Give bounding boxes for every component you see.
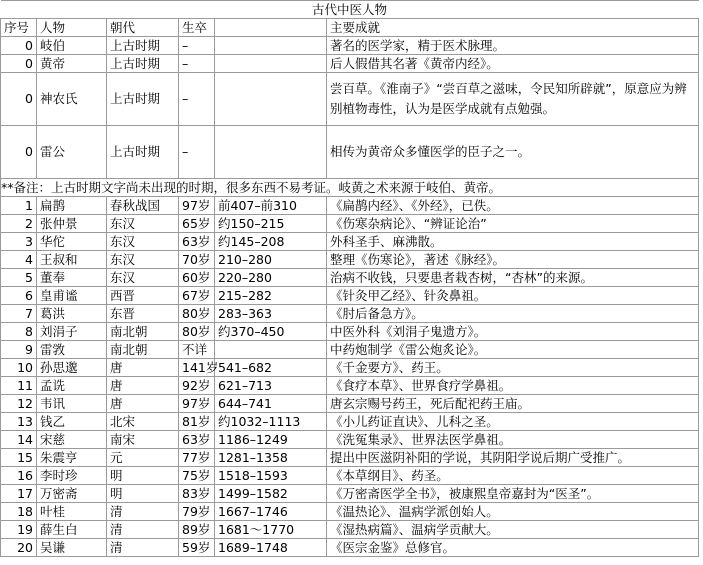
cell-achievement[interactable]: 《洗冤集录》、世界法医学鼻祖。	[327, 431, 699, 449]
cell-span[interactable]: 1186–1249	[215, 431, 327, 449]
cell-span[interactable]: 283–363	[215, 305, 327, 323]
cell-age[interactable]: 89岁	[179, 521, 215, 539]
cell-name[interactable]: 雷敩	[37, 341, 107, 359]
cell-span[interactable]: 621–713	[215, 377, 327, 395]
cell-dynasty[interactable]: 明	[107, 485, 179, 503]
cell-dynasty[interactable]: 北宋	[107, 413, 179, 431]
cell-no[interactable]: 13	[1, 413, 37, 431]
cell-name[interactable]: 孟诜	[37, 377, 107, 395]
cell-dynasty[interactable]: 清	[107, 503, 179, 521]
cell-age[interactable]: 80岁	[179, 305, 215, 323]
cell-dynasty[interactable]: 上古时期	[107, 126, 179, 179]
cell-age[interactable]: –	[179, 55, 215, 73]
cell-dynasty[interactable]: 唐	[107, 395, 179, 413]
table-row	[1, 395, 699, 413]
cell-no[interactable]: 1	[1, 197, 37, 215]
cell-age[interactable]: –	[179, 73, 215, 126]
table-row	[1, 413, 699, 431]
header-cell[interactable]: 人物	[37, 19, 107, 37]
cell-span[interactable]	[215, 341, 327, 359]
cell-age[interactable]: 97岁	[179, 197, 215, 215]
table-row	[1, 305, 699, 323]
note-cell[interactable]: **备注：上古时期文字尚未出现的时期，很多东西不易考证。岐黄之术来源于岐伯、黄帝。	[1, 179, 699, 197]
cell-no[interactable]: 15	[1, 449, 37, 467]
cell-dynasty[interactable]: 南宋	[107, 431, 179, 449]
cell-achievement[interactable]: 《伤寒杂病论》、“辨证论治”	[327, 215, 699, 233]
cell-span[interactable]: 541–682	[215, 359, 327, 377]
cell-achievement[interactable]: 整理《伤寒论》，著述《脉经》。	[327, 251, 699, 269]
header-cell[interactable]: 生卒	[179, 19, 215, 37]
cell-no[interactable]: 17	[1, 485, 37, 503]
cell-no[interactable]: 6	[1, 287, 37, 305]
table-row	[1, 126, 699, 179]
cell-no[interactable]: 2	[1, 215, 37, 233]
cell-achievement[interactable]: 外科圣手、麻沸散。	[327, 233, 699, 251]
cell-span[interactable]: 1281–1358	[215, 449, 327, 467]
cell-achievement[interactable]: 中药炮制学《雷公炮炙论》。	[327, 341, 699, 359]
table-row	[1, 55, 699, 73]
cell-span[interactable]	[215, 73, 327, 126]
note-row	[1, 179, 699, 197]
cell-no[interactable]: 10	[1, 359, 37, 377]
cell-age[interactable]: 141岁	[179, 359, 215, 377]
table-row	[1, 269, 699, 287]
cell-name[interactable]: 华佗	[37, 233, 107, 251]
cell-no[interactable]: 14	[1, 431, 37, 449]
cell-age[interactable]: –	[179, 37, 215, 55]
cell-span[interactable]: 1681～1770	[215, 521, 327, 539]
cell-age[interactable]: 83岁	[179, 485, 215, 503]
cell-span[interactable]: 210–280	[215, 251, 327, 269]
cell-dynasty[interactable]: 东晋	[107, 305, 179, 323]
cell-achievement[interactable]: 著名的医学家，精于医术脉理。	[327, 37, 699, 55]
cell-age[interactable]: 63岁	[179, 431, 215, 449]
table-row	[1, 323, 699, 341]
cell-span[interactable]	[215, 126, 327, 179]
cell-no[interactable]: 7	[1, 305, 37, 323]
cell-age[interactable]: 81岁	[179, 413, 215, 431]
cell-dynasty[interactable]: 东汉	[107, 251, 179, 269]
cell-age[interactable]: –	[179, 126, 215, 179]
cell-name[interactable]: 叶桂	[37, 503, 107, 521]
cell-dynasty[interactable]: 西晋	[107, 287, 179, 305]
cell-age[interactable]: 59岁	[179, 539, 215, 557]
cell-dynasty[interactable]: 明	[107, 467, 179, 485]
cell-no[interactable]: 9	[1, 341, 37, 359]
cell-age[interactable]: 70岁	[179, 251, 215, 269]
table-row	[1, 287, 699, 305]
cell-dynasty[interactable]: 清	[107, 521, 179, 539]
cell-achievement[interactable]: 中医外科《刘涓子鬼遗方》。	[327, 323, 699, 341]
cell-age[interactable]: 92岁	[179, 377, 215, 395]
cell-age[interactable]: 79岁	[179, 503, 215, 521]
cell-no[interactable]: 19	[1, 521, 37, 539]
cell-no[interactable]: 12	[1, 395, 37, 413]
header-row	[1, 19, 699, 37]
table-row	[1, 215, 699, 233]
cell-name[interactable]: 韦讯	[37, 395, 107, 413]
table-row	[1, 73, 699, 126]
table-row	[1, 485, 699, 503]
header-cell[interactable]	[215, 19, 327, 37]
table-row	[1, 539, 699, 557]
cell-span[interactable]: 1689–1748	[215, 539, 327, 557]
cell-achievement[interactable]: 《针灸甲乙经》、针灸鼻祖。	[327, 287, 699, 305]
cell-name[interactable]: 李时珍	[37, 467, 107, 485]
cell-no[interactable]: 0	[1, 37, 37, 55]
cell-dynasty[interactable]: 东汉	[107, 269, 179, 287]
table-row	[1, 449, 699, 467]
cell-name[interactable]: 刘涓子	[37, 323, 107, 341]
cell-name[interactable]: 宋慈	[37, 431, 107, 449]
cell-achievement[interactable]: 唐玄宗赐号药王，死后配祀药王庙。	[327, 395, 699, 413]
table-row	[1, 431, 699, 449]
cell-achievement[interactable]: 《湿热病篇》、温病学贡献大。	[327, 521, 699, 539]
cell-achievement[interactable]: 相传为黄帝众多懂医学的臣子之一。	[327, 126, 699, 179]
cell-name[interactable]: 岐伯	[37, 37, 107, 55]
cell-name[interactable]: 皇甫谧	[37, 287, 107, 305]
cell-name[interactable]: 黄帝	[37, 55, 107, 73]
table-row	[1, 503, 699, 521]
cell-no[interactable]: 16	[1, 467, 37, 485]
cell-dynasty[interactable]: 唐	[107, 359, 179, 377]
cell-age[interactable]: 80岁	[179, 323, 215, 341]
cell-dynasty[interactable]: 上古时期	[107, 37, 179, 55]
sheet-title[interactable]: 古代中医人物	[1, 1, 699, 19]
cell-span[interactable]: 215–282	[215, 287, 327, 305]
cell-name[interactable]: 朱震亨	[37, 449, 107, 467]
cell-achievement[interactable]: 尝百草。《淮南子》“尝百草之滋味，令民知所辟就”，原意应为辨别植物毒性，认为是医学成就有点勉强。	[327, 73, 699, 126]
cell-no[interactable]: 18	[1, 503, 37, 521]
table-row	[1, 197, 699, 215]
cell-span[interactable]: 约370–450	[215, 323, 327, 341]
cell-age[interactable]: 65岁	[179, 215, 215, 233]
cell-achievement[interactable]: 《万密斋医学全书》，被康熙皇帝嘉封为“医圣”。	[327, 485, 699, 503]
cell-age[interactable]: 60岁	[179, 269, 215, 287]
cell-span[interactable]	[215, 55, 327, 73]
cell-span[interactable]: 1667–1746	[215, 503, 327, 521]
cell-dynasty[interactable]: 南北朝	[107, 341, 179, 359]
cell-no[interactable]: 3	[1, 233, 37, 251]
cell-name[interactable]: 万密斋	[37, 485, 107, 503]
table-row	[1, 341, 699, 359]
cell-name[interactable]: 雷公	[37, 126, 107, 179]
table-row	[1, 233, 699, 251]
cell-dynasty[interactable]: 南北朝	[107, 323, 179, 341]
cell-span[interactable]: 前407–前310	[215, 197, 327, 215]
table-row	[1, 251, 699, 269]
cell-achievement[interactable]: 后人假借其名著《黄帝内经》。	[327, 55, 699, 73]
title-row	[1, 1, 699, 19]
cell-span[interactable]	[215, 37, 327, 55]
cell-no[interactable]: 20	[1, 539, 37, 557]
cell-age[interactable]: 63岁	[179, 233, 215, 251]
cell-dynasty[interactable]: 唐	[107, 377, 179, 395]
cell-name[interactable]: 张仲景	[37, 215, 107, 233]
cell-age[interactable]: 不详	[179, 341, 215, 359]
header-cell[interactable]: 序号	[1, 19, 37, 37]
cell-span[interactable]: 1499–1582	[215, 485, 327, 503]
cell-span[interactable]: 约145–208	[215, 233, 327, 251]
cell-achievement[interactable]: 提出中医滋阴补阳的学说，其阴阳学说后期广受推广。	[327, 449, 699, 467]
cell-dynasty[interactable]: 春秋战国	[107, 197, 179, 215]
cell-name[interactable]: 薛生白	[37, 521, 107, 539]
cell-dynasty[interactable]: 东汉	[107, 233, 179, 251]
cell-age[interactable]: 75岁	[179, 467, 215, 485]
cell-name[interactable]: 钱乙	[37, 413, 107, 431]
table-row	[1, 521, 699, 539]
cell-name[interactable]: 董奉	[37, 269, 107, 287]
cell-no[interactable]: 0	[1, 73, 37, 126]
table-row	[1, 359, 699, 377]
cell-name[interactable]: 王叔和	[37, 251, 107, 269]
cell-achievement[interactable]: 治病不收钱，只要患者栽杏树，“杏林”的来源。	[327, 269, 699, 287]
table-row	[1, 377, 699, 395]
cell-achievement[interactable]: 《食疗本草》、世界食疗学鼻祖。	[327, 377, 699, 395]
cell-achievement[interactable]: 《小儿药证直诀》、儿科之圣。	[327, 413, 699, 431]
cell-name[interactable]: 扁鹊	[37, 197, 107, 215]
cell-no[interactable]: 5	[1, 269, 37, 287]
cell-dynasty[interactable]: 清	[107, 539, 179, 557]
cell-span[interactable]: 1518–1593	[215, 467, 327, 485]
table-row	[1, 467, 699, 485]
cell-achievement[interactable]: 《千金要方》、药王。	[327, 359, 699, 377]
cell-name[interactable]: 葛洪	[37, 305, 107, 323]
cell-dynasty[interactable]: 上古时期	[107, 55, 179, 73]
cell-age[interactable]: 67岁	[179, 287, 215, 305]
cell-no[interactable]: 4	[1, 251, 37, 269]
cell-dynasty[interactable]: 东汉	[107, 215, 179, 233]
cell-no[interactable]: 8	[1, 323, 37, 341]
cell-span[interactable]: 220–280	[215, 269, 327, 287]
header-cell[interactable]: 朝代	[107, 19, 179, 37]
cell-achievement[interactable]: 《医宗金鉴》总修官。	[327, 539, 699, 557]
cell-achievement[interactable]: 《本草纲目》、药圣。	[327, 467, 699, 485]
cell-name[interactable]: 吴谦	[37, 539, 107, 557]
cell-achievement[interactable]: 《温热论》、温病学派创始人。	[327, 503, 699, 521]
cell-span[interactable]: 约150–215	[215, 215, 327, 233]
cell-no[interactable]: 0	[1, 126, 37, 179]
cell-no[interactable]: 11	[1, 377, 37, 395]
cell-span[interactable]: 约1032–1113	[215, 413, 327, 431]
cell-span[interactable]: 644–741	[215, 395, 327, 413]
header-cell[interactable]: 主要成就	[327, 19, 699, 37]
table-row	[1, 37, 699, 55]
cell-name[interactable]: 孙思邈	[37, 359, 107, 377]
cell-achievement[interactable]: 《扁鹊内经》、《外经》，已佚。	[327, 197, 699, 215]
cell-dynasty[interactable]: 元	[107, 449, 179, 467]
cell-age[interactable]: 97岁	[179, 395, 215, 413]
cell-achievement[interactable]: 《肘后备急方》。	[327, 305, 699, 323]
cell-no[interactable]: 0	[1, 55, 37, 73]
cell-name[interactable]: 神农氏	[37, 73, 107, 126]
cell-age[interactable]: 77岁	[179, 449, 215, 467]
cell-dynasty[interactable]: 上古时期	[107, 73, 179, 126]
